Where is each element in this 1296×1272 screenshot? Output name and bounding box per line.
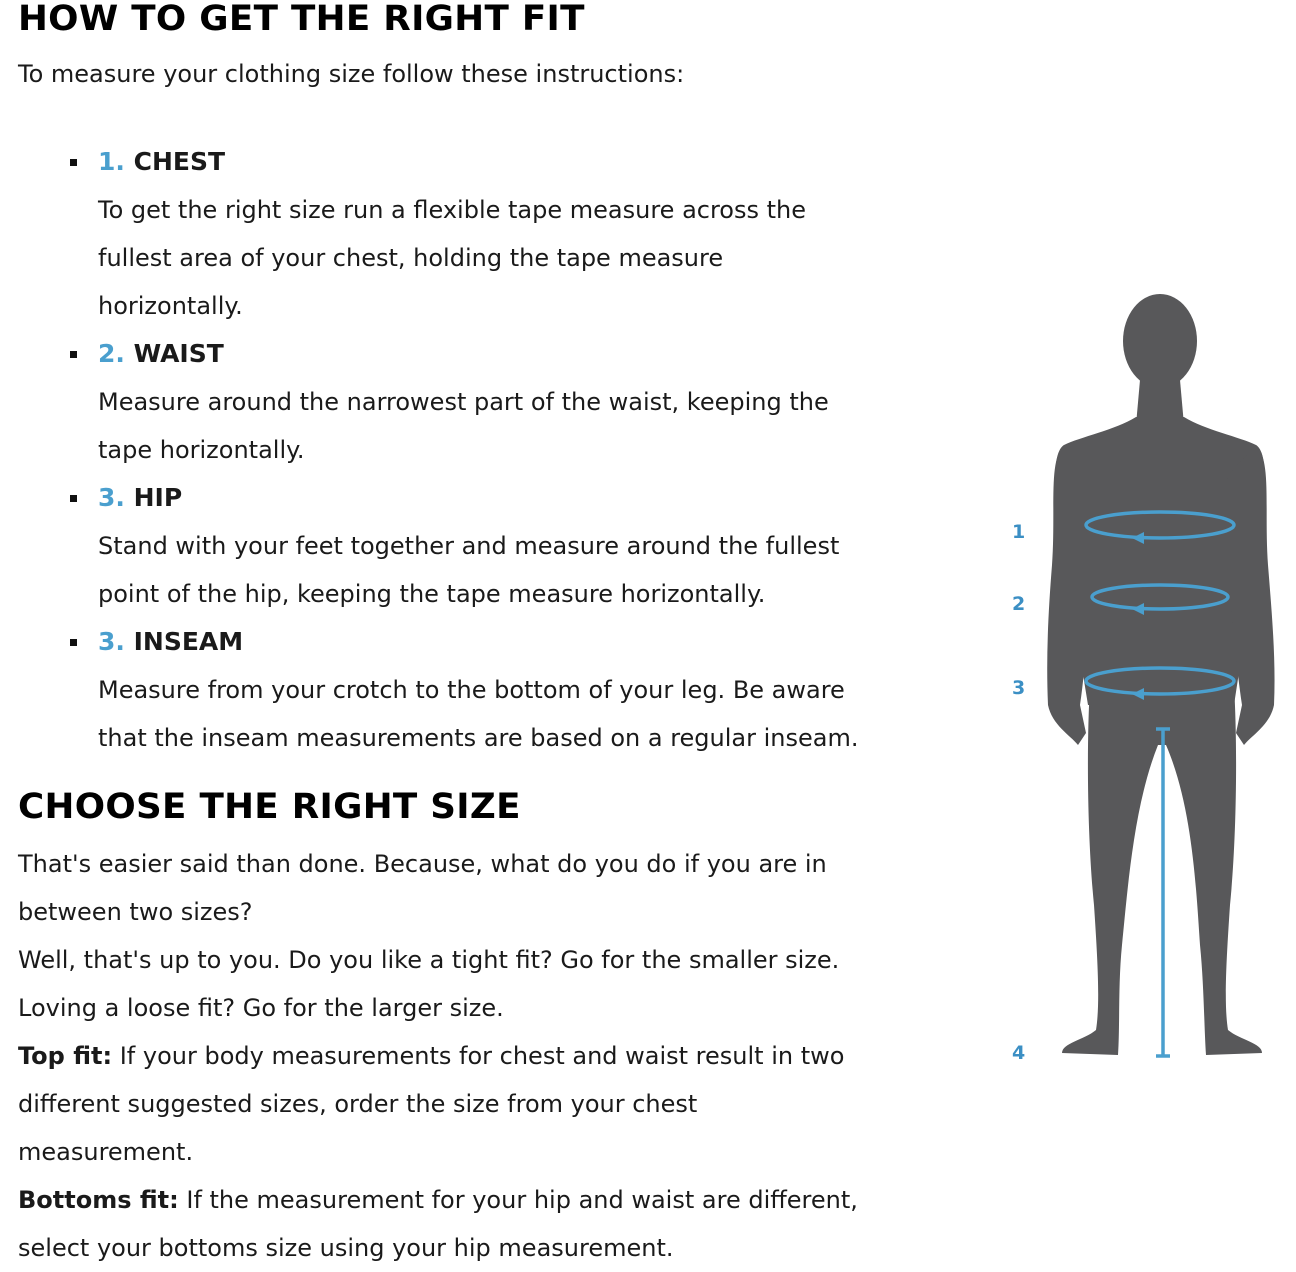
bullet [70,351,77,358]
step-name: WAIST [133,339,224,368]
step-heading [98,474,900,522]
step-number: 2. [98,339,125,368]
label-waist: 2 [1012,593,1026,615]
bullet [70,495,77,502]
step-description: To get the right size run a flexible tape measure across the fullest area of your chest, holding the tape measure horizontally. [98,196,807,320]
top-fit-paragraph [18,1032,878,1176]
bottoms-fit-text: If the measurement for your hip and waist are different, select your bottoms size using your hip measurement. [18,1186,858,1262]
step-hip [70,474,900,618]
step-waist [70,330,900,474]
step-heading [98,330,900,378]
step-inseam [70,618,900,762]
step-number: 3. [98,627,125,656]
label-chest: 1 [1012,521,1026,543]
step-name: CHEST [133,147,226,176]
step-number: 1. [98,147,125,176]
size-paragraph-1: That's easier said than done. Because, what do you do if you are in between two sizes? [18,850,827,926]
fit-section-title: HOW TO GET THE RIGHT FIT [18,0,585,39]
step-heading [98,618,900,666]
step-chest [70,138,900,330]
step-name: INSEAM [133,627,244,656]
body-silhouette [1047,294,1274,1055]
bullet [70,159,77,166]
top-fit-label: Top fit: [18,1042,113,1070]
step-number: 3. [98,483,125,512]
step-description: Stand with your feet together and measure around the fullest point of the hip, keeping the tape measure horizontally. [98,532,840,608]
bottoms-fit-paragraph [18,1176,878,1272]
size-paragraph-2: Well, that's up to you. Do you like a tight fit? Go for the smaller size. Loving a loose fit? Go for the larger size. [18,946,840,1022]
fit-intro: To measure your clothing size follow these instructions: [18,60,685,88]
label-inseam: 4 [1012,1042,1026,1064]
step-description: Measure from your crotch to the bottom of your leg. Be aware that the inseam measurements are based on a regular inseam. [98,676,859,752]
body-measurement-figure [1000,285,1296,1085]
label-hip: 3 [1012,677,1026,699]
step-description: Measure around the narrowest part of the waist, keeping the tape horizontally. [98,388,829,464]
step-heading [98,138,900,186]
step-name: HIP [133,483,183,512]
measurement-steps [70,138,900,762]
size-section-title: CHOOSE THE RIGHT SIZE [18,787,521,827]
bottoms-fit-label: Bottoms fit: [18,1186,179,1214]
bullet [70,639,77,646]
top-fit-text: If your body measurements for chest and waist result in two different suggested sizes, order the size from your chest measurement. [18,1042,845,1166]
